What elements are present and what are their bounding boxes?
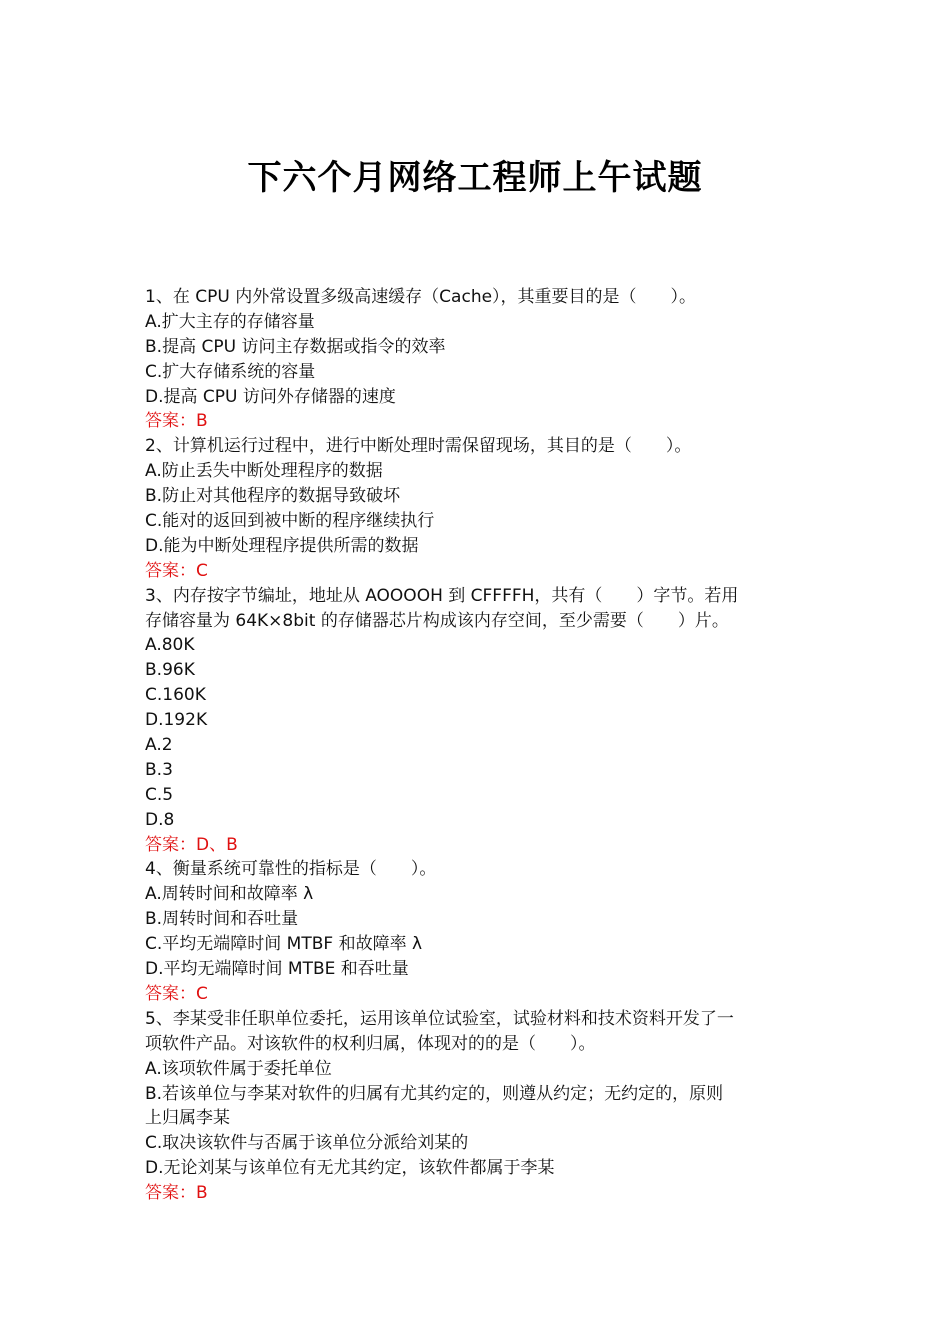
answer-line: 答案：C — [145, 560, 208, 581]
option-line: 上归属李某 — [145, 1108, 230, 1129]
option-line: A.周转时间和故障率 λ — [145, 884, 314, 905]
answer-line: 答案：B — [145, 1183, 208, 1204]
option-line: C.160K — [145, 685, 206, 706]
question-line: 4、衡量系统可靠性的指标是（ ）。 — [145, 859, 437, 880]
option-line: A.2 — [145, 735, 173, 756]
option-line: D.无论刘某与该单位有无尤其约定，该软件都属于李某 — [145, 1158, 555, 1179]
option-line: B.3 — [145, 759, 173, 780]
option-line: D.192K — [145, 710, 208, 731]
option-line: C.能对的返回到被中断的程序继续执行 — [145, 511, 435, 532]
option-line: D.提高 CPU 访问外存储器的速度 — [145, 386, 396, 407]
option-line: C.取决该软件与否属于该单位分派给刘某的 — [145, 1133, 469, 1154]
option-line: D.能为中断处理程序提供所需的数据 — [145, 535, 419, 556]
question-line: 存储容量为 64K×8bit 的存储器芯片构成该内存空间，至少需要（ ）片。 — [145, 610, 729, 631]
answer-line: 答案：C — [145, 983, 208, 1004]
option-line: B.若该单位与李某对软件的归属有尤其约定的，则遵从约定；无约定的，原则 — [145, 1083, 724, 1104]
answer-line: 答案：B — [145, 411, 208, 432]
question-line: 5、李某受非任职单位委托，运用该单位试验室，试验材料和技术资料开发了一 — [145, 1008, 734, 1029]
option-line: A.防止丢失中断处理程序的数据 — [145, 461, 383, 482]
option-line: B.防止对其他程序的数据导致破坏 — [145, 486, 401, 507]
question-line: 1、在 CPU 内外常设置多级高速缓存（Cache），其重要目的是（ ）。 — [145, 287, 697, 307]
question-line: 3、内存按字节编址，地址从 AOOOOH 到 CFFFFH，共有（ ）字节。若用 — [145, 585, 739, 606]
page-title: 下六个月网络工程师上午试题 — [247, 158, 703, 198]
option-line: C.扩大存储系统的容量 — [145, 361, 316, 382]
option-line: A.80K — [145, 635, 195, 656]
option-line: B.提高 CPU 访问主存数据或指令的效率 — [145, 336, 446, 357]
option-line: D.8 — [145, 809, 175, 830]
question-list — [145, 285, 815, 1206]
option-line: C.5 — [145, 784, 174, 805]
option-line: D.平均无端障时间 MTBE 和吞吐量 — [145, 959, 409, 980]
option-line: A.扩大主存的存储容量 — [145, 311, 315, 332]
answer-line: 答案：D、B — [145, 834, 238, 855]
option-line: C.平均无端障时间 MTBF 和故障率 λ — [145, 934, 423, 955]
option-line: B.96K — [145, 660, 195, 681]
question-line: 2、计算机运行过程中，进行中断处理时需保留现场，其目的是（ ）。 — [145, 436, 692, 457]
question-line: 项软件产品。对该软件的权利归属，体现对的的是（ ）。 — [145, 1033, 596, 1054]
option-line: B.周转时间和吞吐量 — [145, 909, 299, 930]
option-line: A.该项软件属于委托单位 — [145, 1058, 332, 1079]
